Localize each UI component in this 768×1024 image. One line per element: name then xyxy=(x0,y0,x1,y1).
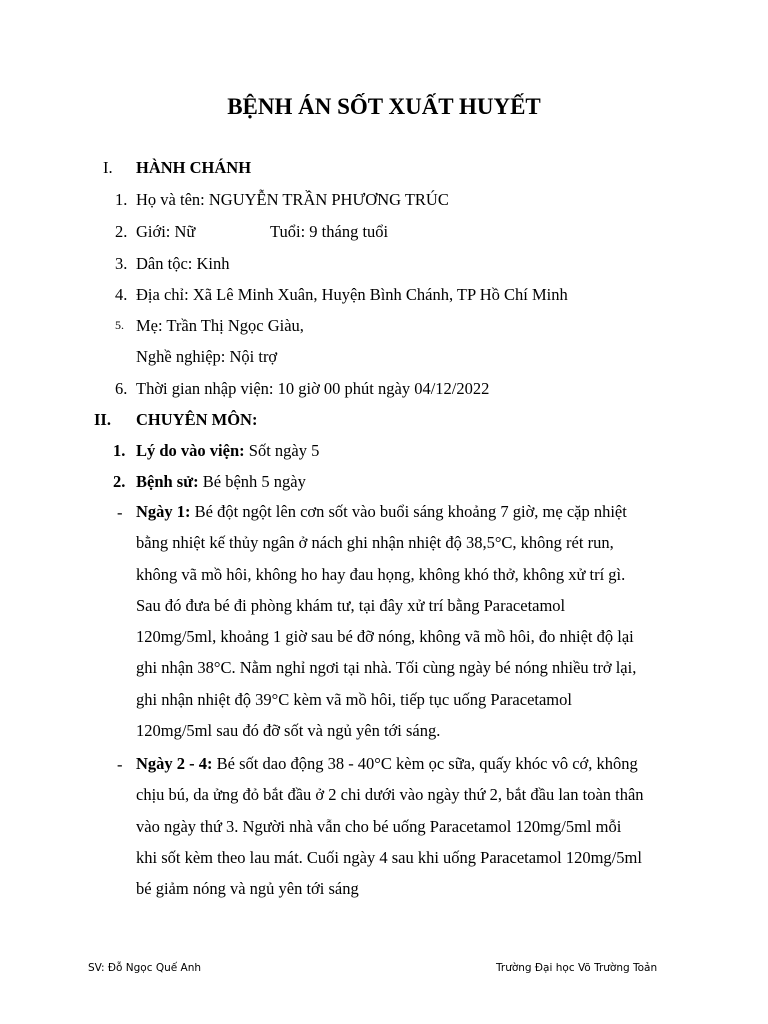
admission-reason xyxy=(136,441,319,461)
patient-address: Địa chỉ: Xã Lê Minh Xuân, Huyện Bình Chánh, TP Hồ Chí Minh xyxy=(136,285,568,304)
day1-line: ghi nhận nhiệt độ 39°C kèm vã mồ hôi, tiếp tục uống Paracetamol xyxy=(136,689,572,709)
item-number: 5. xyxy=(115,318,124,332)
admission-time: Thời gian nhập viện: 10 giờ 00 phút ngày 04/12/2022 xyxy=(136,379,490,398)
item-number: 2. xyxy=(115,222,128,241)
day24-label: Ngày 2 - 4: xyxy=(136,754,213,773)
item-number: 4. xyxy=(115,285,128,304)
mother-name: Mẹ: Trần Thị Ngọc Giàu, xyxy=(136,316,304,335)
admission-reason-label: Lý do vào viện: xyxy=(136,441,245,460)
day1-line: 120mg/5ml, khoảng 1 giờ sau bé đỡ nóng, không vã mồ hôi, đo nhiệt độ lại xyxy=(136,627,634,647)
day24-line: bé giảm nóng và ngủ yên tới sáng xyxy=(136,879,359,899)
footer-student: SV: Đỗ Ngọc Quế Anh xyxy=(88,962,202,974)
section-title: CHUYÊN MÔN: xyxy=(136,410,258,429)
day1-line: bằng nhiệt kế thủy ngân ở nách ghi nhận nhiệt độ 38,5°C, không rét run, xyxy=(136,533,614,553)
item-number: 2. xyxy=(113,472,126,491)
bullet-dash: - xyxy=(117,755,123,774)
section-title: HÀNH CHÁNH xyxy=(136,158,252,177)
item-number: 3. xyxy=(115,254,128,273)
section-number: II. xyxy=(94,410,111,429)
item-number: 1. xyxy=(115,190,128,209)
item-number: 6. xyxy=(115,379,128,398)
day24-line: khi sốt kèm theo lau mát. Cuối ngày 4 sau khi uống Paracetamol 120mg/5ml xyxy=(136,847,642,867)
patient-age: Tuổi: 9 tháng tuổi xyxy=(270,222,389,241)
day1-line: không vã mồ hôi, không ho hay đau họng, không khó thở, không xử trí gì. xyxy=(136,564,626,584)
footer-school: Trường Đại học Võ Trường Toản xyxy=(496,962,658,974)
section-number: I. xyxy=(103,158,113,177)
day24-paragraph xyxy=(136,748,644,904)
day24-line: chịu bú, da ửng đỏ bắt đầu ở 2 chi dưới vào ngày thứ 2, bắt đầu lan toàn thân xyxy=(136,785,644,805)
patient-name: Họ và tên: NGUYỄN TRẦN PHƯƠNG TRÚC xyxy=(136,190,449,209)
patient-ethnicity: Dân tộc: Kinh xyxy=(136,254,230,273)
medical-history xyxy=(136,472,306,492)
day1-line: Sau đó đưa bé đi phòng khám tư, tại đây xử trí bằng Paracetamol xyxy=(136,595,566,615)
mother-occupation: Nghề nghiệp: Nội trợ xyxy=(136,347,278,366)
document-title: BỆNH ÁN SỐT XUẤT HUYẾT xyxy=(227,94,541,119)
day1-line: 120mg/5ml sau đó đỡ sốt và ngủ yên tới sáng. xyxy=(136,721,441,741)
day1-label: Ngày 1: xyxy=(136,502,191,521)
item-number: 1. xyxy=(113,441,126,460)
medical-history-text: Bé bệnh 5 ngày xyxy=(198,472,306,491)
day1-line: ghi nhận 38°C. Nằm nghỉ ngơi tại nhà. Tối cùng ngày bé nóng nhiều trở lại, xyxy=(136,658,637,678)
day24-line: Ngày 2 - 4: Bé sốt dao động 38 - 40°C kèm ọc sữa, quấy khóc vô cớ, không xyxy=(136,754,638,773)
medical-history-label: Bệnh sử: xyxy=(136,472,199,491)
day1-paragraph xyxy=(136,496,636,746)
patient-gender: Giới: Nữ xyxy=(136,222,196,241)
admission-reason-text: Sốt ngày 5 xyxy=(244,441,320,460)
day24-line: vào ngày thứ 3. Người nhà vẫn cho bé uống Paracetamol 120mg/5ml mỗi xyxy=(136,816,622,836)
bullet-dash: - xyxy=(117,503,123,522)
day1-line: Ngày 1: Bé đột ngột lên cơn sốt vào buổi sáng khoảng 7 giờ, mẹ cặp nhiệt xyxy=(136,502,627,521)
